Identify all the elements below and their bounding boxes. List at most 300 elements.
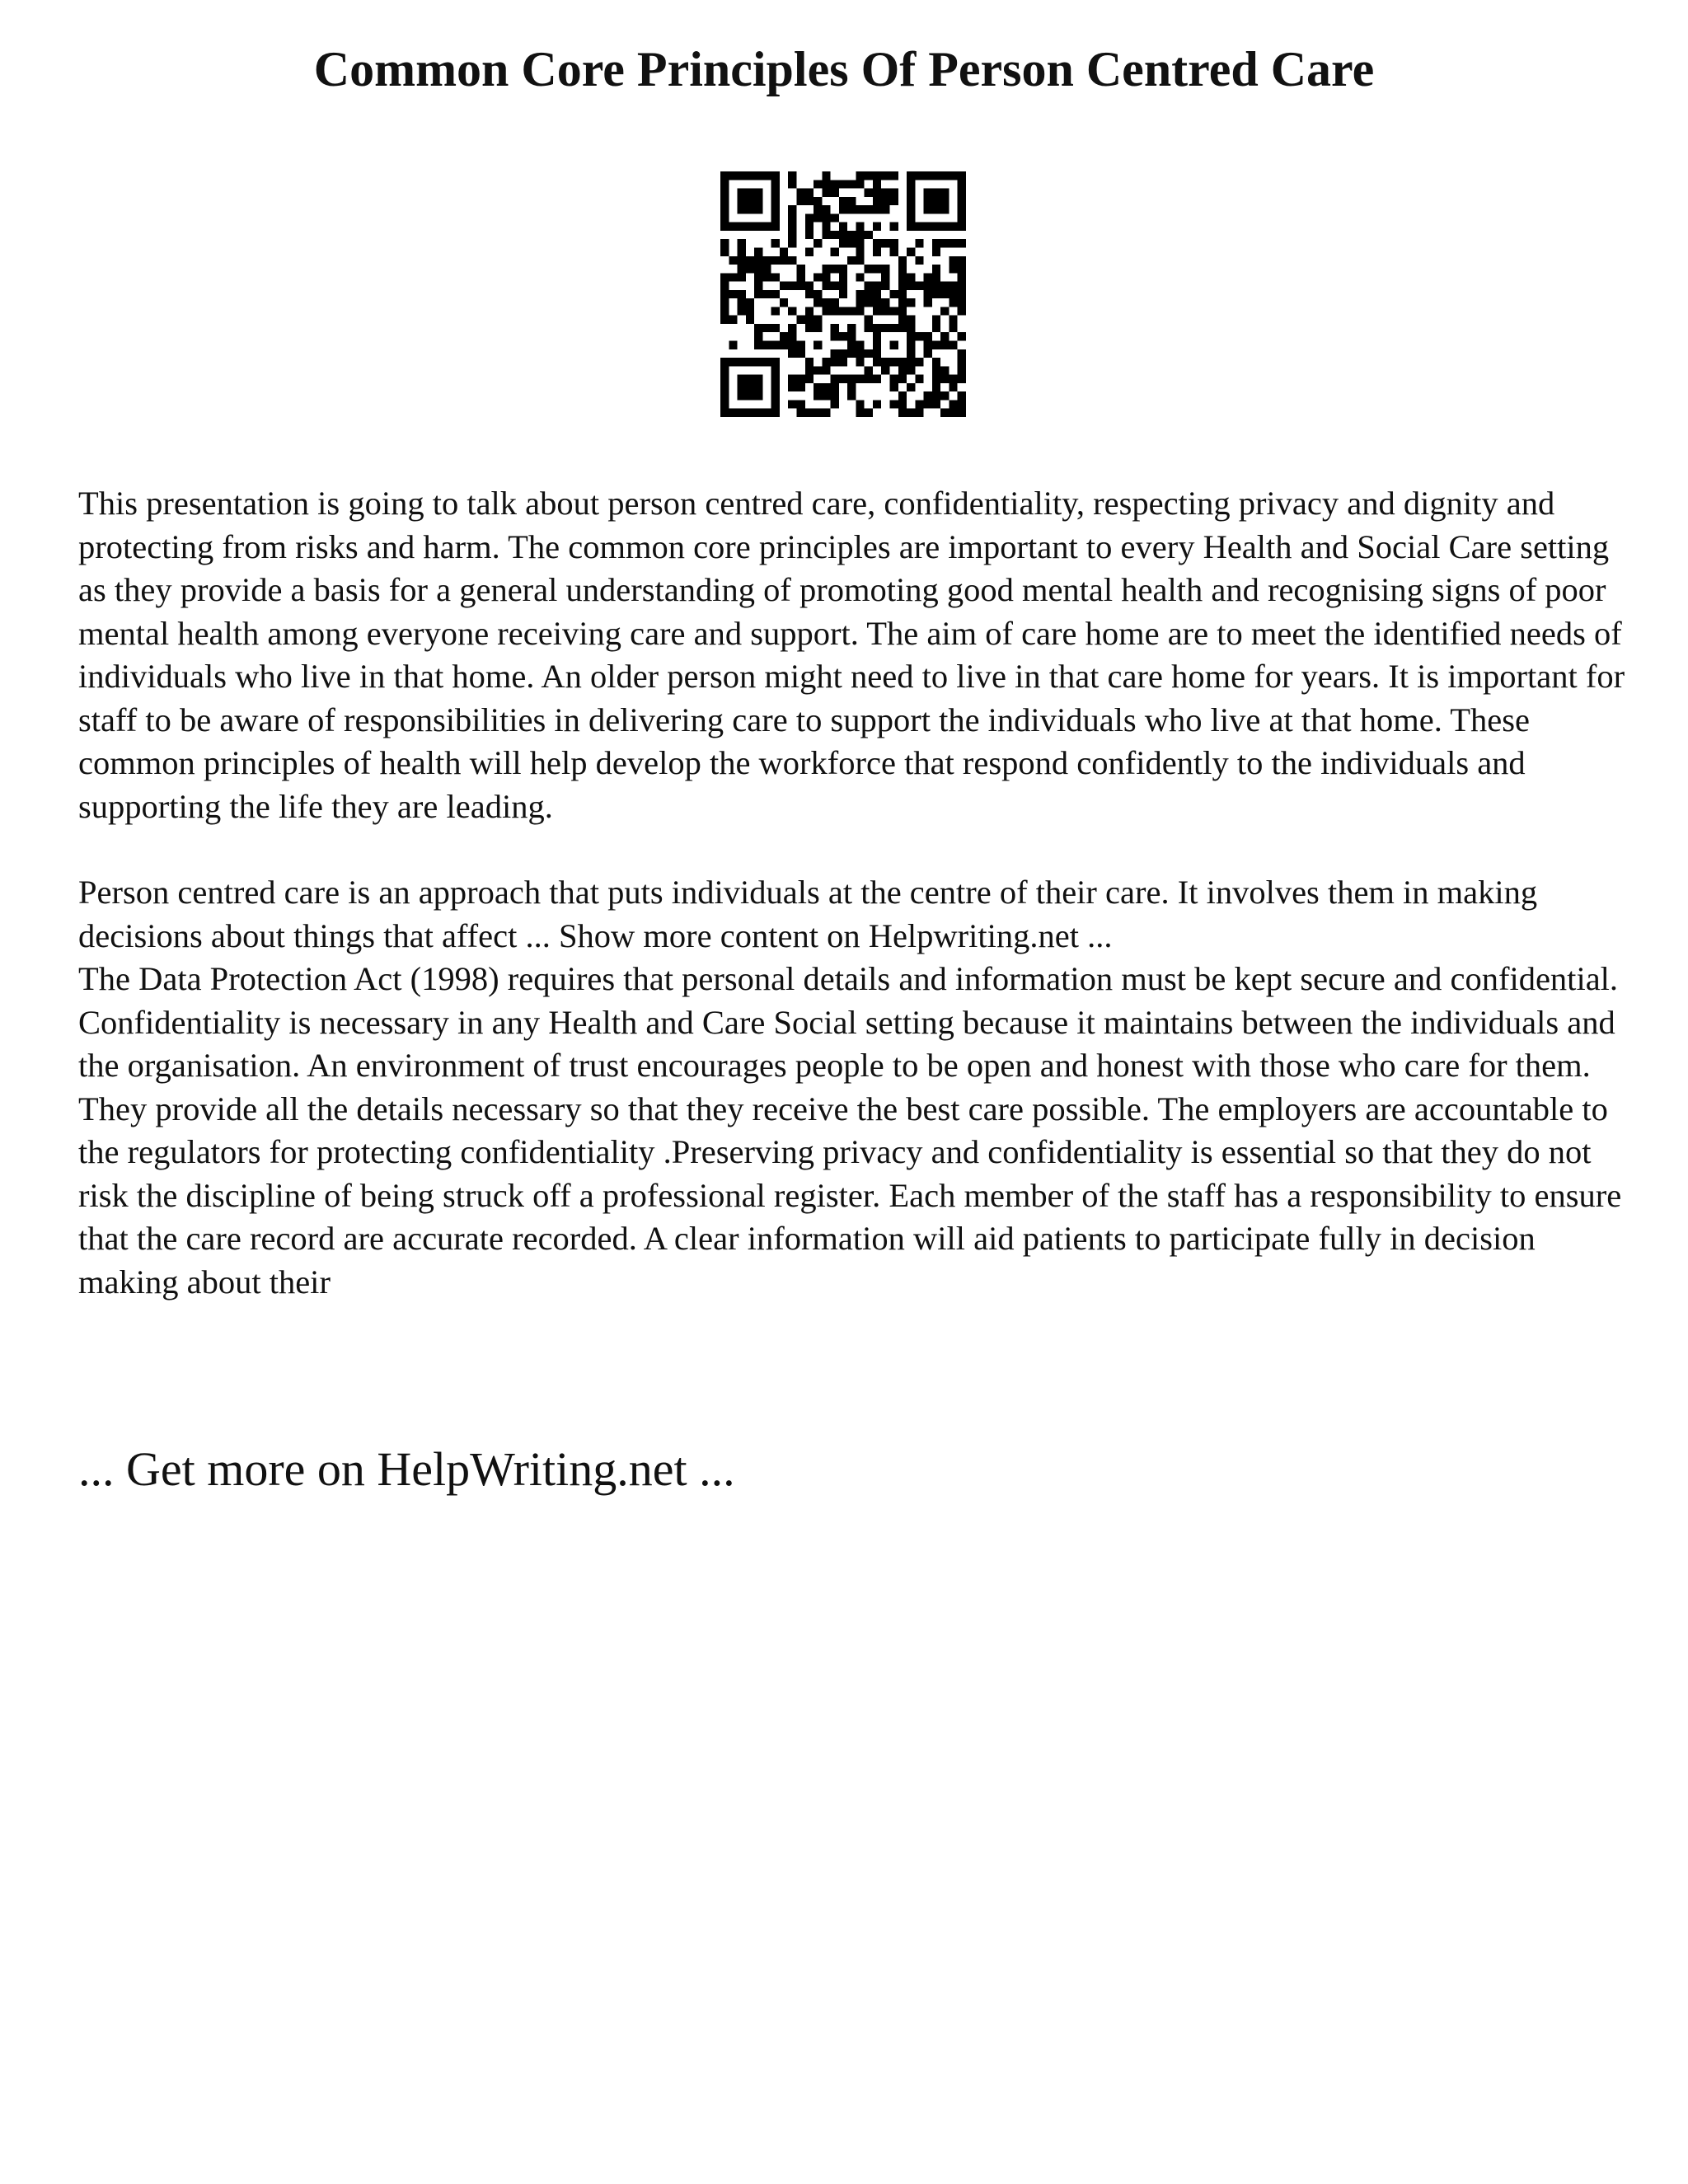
qr-module (796, 189, 804, 197)
qr-module (796, 375, 804, 383)
qr-module (924, 205, 932, 213)
qr-module (865, 349, 873, 358)
qr-module (949, 282, 957, 290)
qr-module (831, 247, 839, 255)
qr-module (788, 341, 796, 349)
qr-module (788, 332, 796, 340)
qr-module (788, 205, 796, 213)
qr-module (805, 223, 814, 231)
qr-module (873, 239, 881, 247)
qr-module (847, 391, 856, 400)
qr-module (805, 307, 814, 315)
qr-module (907, 282, 915, 290)
qr-module (940, 223, 949, 231)
qr-module (949, 400, 957, 408)
qr-module (958, 265, 966, 273)
qr-module (907, 205, 915, 213)
qr-module (746, 391, 754, 400)
qr-module (898, 282, 907, 290)
qr-module (805, 375, 814, 383)
qr-module (949, 290, 957, 298)
qr-module (805, 197, 814, 205)
qr-module (958, 391, 966, 400)
qr-module (814, 366, 822, 374)
qr-module (822, 307, 830, 315)
qr-module (780, 247, 788, 255)
qr-module (847, 324, 856, 332)
qr-module (720, 282, 729, 290)
qr-module (746, 298, 754, 307)
qr-module (856, 256, 864, 265)
qr-module (762, 358, 771, 366)
qr-module (847, 231, 856, 239)
qr-module (907, 316, 915, 324)
paragraph-person-centred: Person centred care is an approach that puts individuals at the centre of their care. It involves them in making decisions about things that affect ... Show more content on Helpwriting.net ... (78, 874, 1538, 954)
qr-module (865, 409, 873, 417)
qr-module (949, 298, 957, 307)
qr-module (873, 324, 881, 332)
qr-module (932, 391, 940, 400)
qr-module (940, 341, 949, 349)
qr-module (754, 256, 762, 265)
qr-module (890, 239, 898, 247)
qr-module (940, 197, 949, 205)
qr-module (907, 324, 915, 332)
qr-module (729, 409, 737, 417)
qr-module (729, 358, 737, 366)
qr-module (958, 307, 966, 315)
qr-module (771, 256, 780, 265)
qr-module (847, 256, 856, 265)
qr-module (881, 239, 889, 247)
qr-module (856, 307, 864, 315)
qr-module (932, 366, 940, 374)
qr-module (924, 400, 932, 408)
qr-module (754, 332, 762, 340)
qr-module (754, 282, 762, 290)
qr-module (720, 383, 729, 391)
qr-module (771, 307, 780, 315)
qr-module (898, 400, 907, 408)
qr-module (822, 265, 830, 273)
qr-module (831, 213, 839, 222)
qr-module (915, 400, 923, 408)
qr-module (873, 180, 881, 188)
qr-module (881, 171, 889, 180)
qr-module (771, 213, 780, 222)
qr-module (771, 324, 780, 332)
qr-module (915, 409, 923, 417)
qr-module (729, 273, 737, 281)
qr-module (940, 189, 949, 197)
qr-module (898, 366, 907, 374)
qr-module (940, 282, 949, 290)
qr-module (907, 273, 915, 281)
qr-module (738, 247, 746, 255)
qr-module (949, 223, 957, 231)
qr-module (890, 290, 898, 298)
qr-module (754, 290, 762, 298)
qr-module (873, 341, 881, 349)
page-title: Common Core Principles Of Person Centred Care (313, 42, 1375, 96)
qr-module (831, 332, 839, 340)
qr-module (873, 247, 881, 255)
qr-module (746, 265, 754, 273)
qr-module (822, 409, 830, 417)
qr-module (720, 391, 729, 400)
qr-module (915, 223, 923, 231)
qr-module (932, 383, 940, 391)
qr-module (822, 180, 830, 188)
qr-module (958, 171, 966, 180)
qr-module (940, 205, 949, 213)
qr-module (949, 239, 957, 247)
qr-module (890, 400, 898, 408)
qr-module (729, 171, 737, 180)
qr-module (898, 358, 907, 366)
qr-module (949, 375, 957, 383)
qr-module (940, 239, 949, 247)
qr-module (958, 189, 966, 197)
qr-module (881, 189, 889, 197)
qr-module (720, 316, 729, 324)
qr-module (881, 358, 889, 366)
qr-module (762, 171, 771, 180)
qr-module (831, 180, 839, 188)
qr-module (754, 409, 762, 417)
qr-module (940, 366, 949, 374)
qr-module (907, 213, 915, 222)
qr-module (873, 332, 881, 340)
qr-module (771, 197, 780, 205)
qr-module (856, 223, 864, 231)
qr-module (805, 189, 814, 197)
qr-module (856, 358, 864, 366)
qr-module (822, 231, 830, 239)
qr-module (771, 189, 780, 197)
qr-module (890, 307, 898, 315)
qr-module (898, 375, 907, 383)
qr-module (924, 332, 932, 340)
qr-module (932, 273, 940, 281)
qr-module (865, 366, 873, 374)
qr-module (754, 223, 762, 231)
qr-module (814, 180, 822, 188)
qr-module (822, 273, 830, 281)
qr-module (958, 180, 966, 188)
qr-module (788, 256, 796, 265)
qr-module (847, 239, 856, 247)
qr-module (831, 265, 839, 273)
qr-module (847, 205, 856, 213)
qr-module (907, 247, 915, 255)
qr-module (890, 189, 898, 197)
qr-module (771, 180, 780, 188)
qr-module (932, 247, 940, 255)
qr-module (796, 316, 804, 324)
get-more-link[interactable]: ... Get more on HelpWriting.net ... (78, 1442, 735, 1496)
qr-module (958, 197, 966, 205)
qr-module (754, 341, 762, 349)
qr-module (890, 223, 898, 231)
qr-module (940, 290, 949, 298)
qr-module (738, 171, 746, 180)
qr-module (720, 409, 729, 417)
qr-module (865, 298, 873, 307)
qr-module (873, 400, 881, 408)
qr-module (796, 409, 804, 417)
qr-module (822, 223, 830, 231)
qr-module (780, 332, 788, 340)
qr-module (873, 307, 881, 315)
qr-module (762, 341, 771, 349)
qr-module (839, 290, 847, 298)
paragraph-data-protection: The Data Protection Act (1998) requires that personal details and information must be kept secure and confidential. Confidentiality is necessary in any Health and Care Social setting because it maintains between the individuals and the organisation. An environment of trust encourages people to be open and honest with those who care for them. They provide all the details necessary so that they receive the best care possible. The employers are accountable to the regulators for protecting confidentiality .Preserving privacy and confidentiality is essential so that they do not risk the discipline of being struck off a professional register. Each member of the staff has a responsibility to ensure that the care record are accurate recorded. A clear information will aid patients to participate fully in decision making about their (78, 960, 1622, 1301)
qr-module (720, 197, 729, 205)
qr-module (856, 298, 864, 307)
qr-module (720, 366, 729, 374)
qr-module (839, 282, 847, 290)
qr-module (814, 205, 822, 213)
qr-module (805, 282, 814, 290)
qr-module (865, 189, 873, 197)
qr-module (771, 290, 780, 298)
qr-module (771, 366, 780, 374)
qr-module (788, 223, 796, 231)
qr-module (907, 223, 915, 231)
qr-module (873, 197, 881, 205)
qr-module (754, 171, 762, 180)
qr-module (746, 171, 754, 180)
qr-module (839, 239, 847, 247)
qr-module (720, 298, 729, 307)
qr-module (873, 265, 881, 273)
qr-module (907, 366, 915, 374)
qr-module (958, 358, 966, 366)
qr-module (907, 358, 915, 366)
qr-module (814, 341, 822, 349)
qr-module (831, 358, 839, 366)
qr-module (839, 205, 847, 213)
qr-module (932, 197, 940, 205)
qr-module (814, 409, 822, 417)
qr-module (738, 265, 746, 273)
qr-module (932, 239, 940, 247)
qr-module (738, 290, 746, 298)
qr-module (796, 282, 804, 290)
qr-module (856, 273, 864, 281)
qr-module (805, 290, 814, 298)
qr-module (907, 341, 915, 349)
qr-module (720, 358, 729, 366)
qr-module (738, 307, 746, 315)
qr-module (865, 282, 873, 290)
qr-module (771, 223, 780, 231)
qr-module (805, 358, 814, 366)
qr-module (907, 197, 915, 205)
qr-module (822, 213, 830, 222)
qr-module (940, 171, 949, 180)
qr-module (890, 341, 898, 349)
qr-module (940, 332, 949, 340)
qr-module (932, 290, 940, 298)
qr-module (958, 256, 966, 265)
qr-module (738, 409, 746, 417)
qr-module (831, 383, 839, 391)
qr-module (932, 316, 940, 324)
qr-module (814, 290, 822, 298)
qr-module (814, 391, 822, 400)
qr-module (949, 256, 957, 265)
qr-module (958, 332, 966, 340)
qr-module (932, 223, 940, 231)
qr-module (898, 307, 907, 315)
qr-module (822, 383, 830, 391)
qr-module (873, 282, 881, 290)
qr-module (898, 324, 907, 332)
qr-module (771, 171, 780, 180)
qr-module (856, 400, 864, 408)
qr-module (924, 273, 932, 281)
qr-module (788, 383, 796, 391)
qr-module (746, 358, 754, 366)
qr-module (746, 307, 754, 315)
qr-module (898, 298, 907, 307)
qr-module (958, 409, 966, 417)
qr-module (890, 383, 898, 391)
qr-module (907, 409, 915, 417)
qr-module (771, 409, 780, 417)
qr-module (738, 375, 746, 383)
qr-module (762, 324, 771, 332)
qr-module (958, 366, 966, 374)
qr-module (738, 298, 746, 307)
qr-module (746, 197, 754, 205)
qr-module (780, 256, 788, 265)
qr-module (720, 290, 729, 298)
qr-module (788, 307, 796, 315)
qr-module (822, 366, 830, 374)
qr-module (729, 223, 737, 231)
qr-module (754, 273, 762, 281)
qr-module (890, 375, 898, 383)
qr-module (856, 409, 864, 417)
qr-module (771, 273, 780, 281)
qr-module (873, 290, 881, 298)
qr-module (958, 298, 966, 307)
qr-module (865, 231, 873, 239)
qr-module (729, 341, 737, 349)
document-body (78, 482, 1628, 1304)
qr-module (822, 205, 830, 213)
qr-module (890, 197, 898, 205)
qr-module (754, 391, 762, 400)
qr-module (720, 400, 729, 408)
qr-module (796, 197, 804, 205)
qr-module (847, 197, 856, 205)
qr-module (738, 197, 746, 205)
qr-module (924, 349, 932, 358)
qr-module (873, 223, 881, 231)
qr-module (865, 324, 873, 332)
qr-module (856, 341, 864, 349)
qr-module (932, 282, 940, 290)
qr-module (881, 324, 889, 332)
qr-module (720, 375, 729, 383)
qr-module (738, 391, 746, 400)
qr-module (949, 324, 957, 332)
qr-module (822, 298, 830, 307)
qr-module (738, 239, 746, 247)
qr-module (915, 256, 923, 265)
qr-module (762, 409, 771, 417)
qr-module (881, 282, 889, 290)
qr-module (865, 265, 873, 273)
qr-module (915, 332, 923, 340)
qr-module (890, 358, 898, 366)
qr-module (898, 316, 907, 324)
qr-module (814, 383, 822, 391)
qr-module (771, 391, 780, 400)
qr-module (856, 171, 864, 180)
qr-module (873, 171, 881, 180)
qr-module (890, 324, 898, 332)
qr-module (873, 375, 881, 383)
qr-module (898, 256, 907, 265)
qr-module (898, 265, 907, 273)
qr-module (924, 189, 932, 197)
qr-module (847, 307, 856, 315)
qr-module (865, 290, 873, 298)
qr-module (788, 324, 796, 332)
qr-module (796, 341, 804, 349)
qr-module (949, 316, 957, 324)
qr-code-icon[interactable] (720, 171, 966, 417)
qr-module (932, 400, 940, 408)
qr-module (881, 307, 889, 315)
qr-module (754, 265, 762, 273)
qr-module (958, 213, 966, 222)
qr-module (907, 298, 915, 307)
qr-module (805, 366, 814, 374)
qr-module (915, 358, 923, 366)
qr-module (754, 375, 762, 383)
qr-module (720, 247, 729, 255)
qr-module (796, 400, 804, 408)
qr-module (788, 239, 796, 247)
qr-module (746, 316, 754, 324)
qr-module (949, 409, 957, 417)
qr-module (907, 189, 915, 197)
qr-module (881, 298, 889, 307)
qr-module (865, 205, 873, 213)
qr-module (924, 171, 932, 180)
qr-module (873, 349, 881, 358)
qr-module (881, 273, 889, 281)
qr-module (881, 366, 889, 374)
qr-module (805, 316, 814, 324)
qr-module (949, 341, 957, 349)
qr-module (915, 239, 923, 247)
qr-module (932, 375, 940, 383)
qr-module (856, 290, 864, 298)
qr-module (940, 409, 949, 417)
qr-module (847, 332, 856, 340)
qr-module (907, 332, 915, 340)
qr-module (746, 223, 754, 231)
qr-module (780, 341, 788, 349)
qr-module (720, 205, 729, 213)
